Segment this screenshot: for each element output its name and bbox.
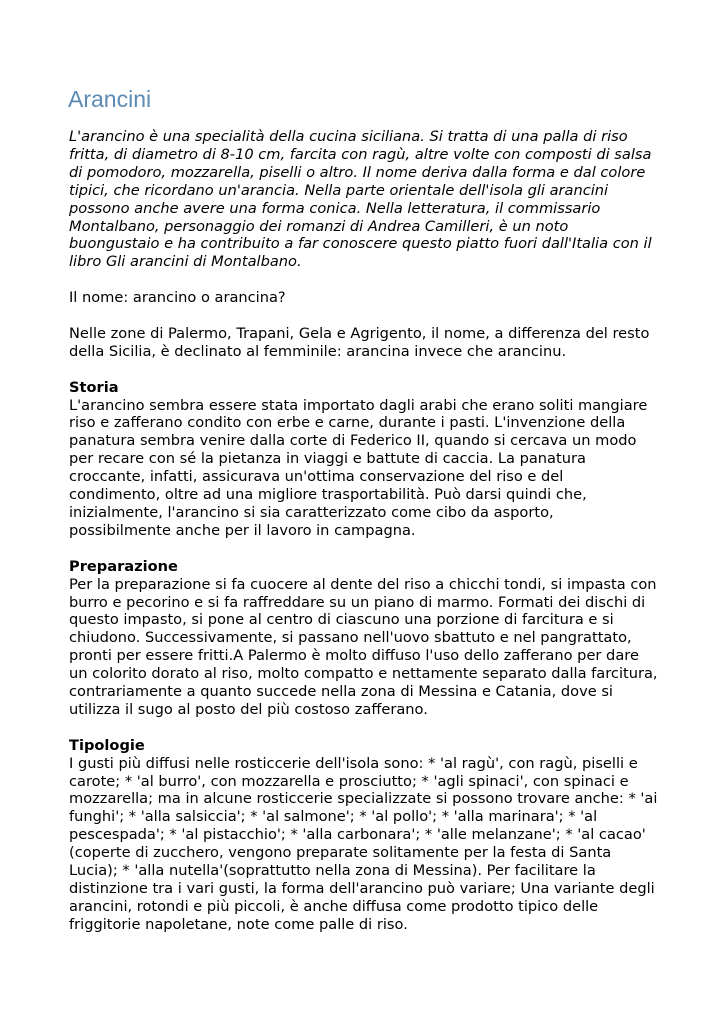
section-body-tipologie: I gusti più diffusi nelle rosticcerie dell'isola sono: * 'al ragù', con ragù, piselli e carote; * 'al burro', con mozzarella e prosciutto; * 'agli spinaci', con spinaci e mozzarella; ma in alcune rosticcerie specializzate si possono trovare anche: * 'ai funghi'; * 'alla salsiccia'; * 'al salmone'; * 'al pollo'; * 'alla marinara'; * 'al pescespada'; * 'al pistacchio'; * 'alla carbonara'; * 'alle melanzane'; * 'al cacao' (coperte di zucchero, vengono preparate solitamente per la festa di Santa Lucia); * 'alla nutella'(soprattutto nella zona di Messina). Per facilitare la distinzione tra i vari gusti, la forma dell'arancino può variare; Una variante degli arancini, rotondi e più piccoli, è anche diffusa come prodotto tipico delle friggitorie napoletane, note come palle di riso. xyxy=(69,754,658,933)
section-heading-tipologie: Tipologie xyxy=(69,736,145,754)
spacer xyxy=(69,307,659,325)
intro-paragraph: L'arancino è una specialità della cucina siciliana. Si tratta di una palla di riso fritta, di diametro di 8-10 cm, farcita con ragù, altre volte con composti di salsa di pomodoro, mozzarella, piselli o altro. Il nome deriva dalla forma e dal colore tipici, che ricordano un'arancia. Nella parte orientale dell'isola gli arancini possono anche avere una forma conica. Nella letteratura, il commissario Montalbano, personaggio dei romanzi di Andrea Camilleri, è un noto buongustaio e ha contribuito a far conoscere questo piatto fuori dall'Italia con il libro Gli arancini di Montalbano. xyxy=(69,128,652,271)
spacer xyxy=(69,719,659,737)
spacer xyxy=(69,361,659,379)
section-body-storia: L'arancino sembra essere stata importato dagli arabi che erano soliti mangiare riso e zafferano condito con erbe e carne, durante i pasti. L'invenzione della panatura sembra venire dalla corte di Federico II, quando si cercava un modo per recare con sé la pietanza in viaggi e battute di caccia. La panatura croccante, infatti, assicurava un'ottima conservazione del riso e del condimento, oltre ad una migliore trasportabilità. Può darsi quindi che, inizialmente, l'arancino si sia caratterizzato come cibo da asporto, possibilmente anche per il lavoro in campagna. xyxy=(69,396,648,539)
spacer xyxy=(69,540,659,558)
name-question: Il nome: arancino o arancina? xyxy=(69,289,286,307)
page-title: Arancini xyxy=(68,86,152,112)
section-heading-storia: Storia xyxy=(69,378,119,396)
document-body xyxy=(69,128,659,934)
section-body-preparazione: Per la preparazione si fa cuocere al dente del riso a chicchi tondi, si impasta con burro e pecorino e si fa raffreddare su un piano di marmo. Formati dei dischi di questo impasto, si pone al centro di ciascuno una porzione di farcitura e si chiudono. Successivamente, si passano nell'uovo sbattuto e nel pangrattato, pronti per essere fritti.A Palermo è molto diffuso l'uso dello zafferano per dare un colorito dorato al riso, molto compatto e nettamente separato dalla farcitura, contrariamente a quanto succede nella zona di Messina e Catania, dove si utilizza il sugo al posto del più costoso zafferano. xyxy=(69,575,658,718)
name-paragraph: Nelle zone di Palermo, Trapani, Gela e Agrigento, il nome, a differenza del resto della Sicilia, è declinato al femminile: arancina invece che arancinu. xyxy=(69,324,650,360)
spacer xyxy=(69,271,659,289)
section-heading-preparazione: Preparazione xyxy=(69,557,178,575)
